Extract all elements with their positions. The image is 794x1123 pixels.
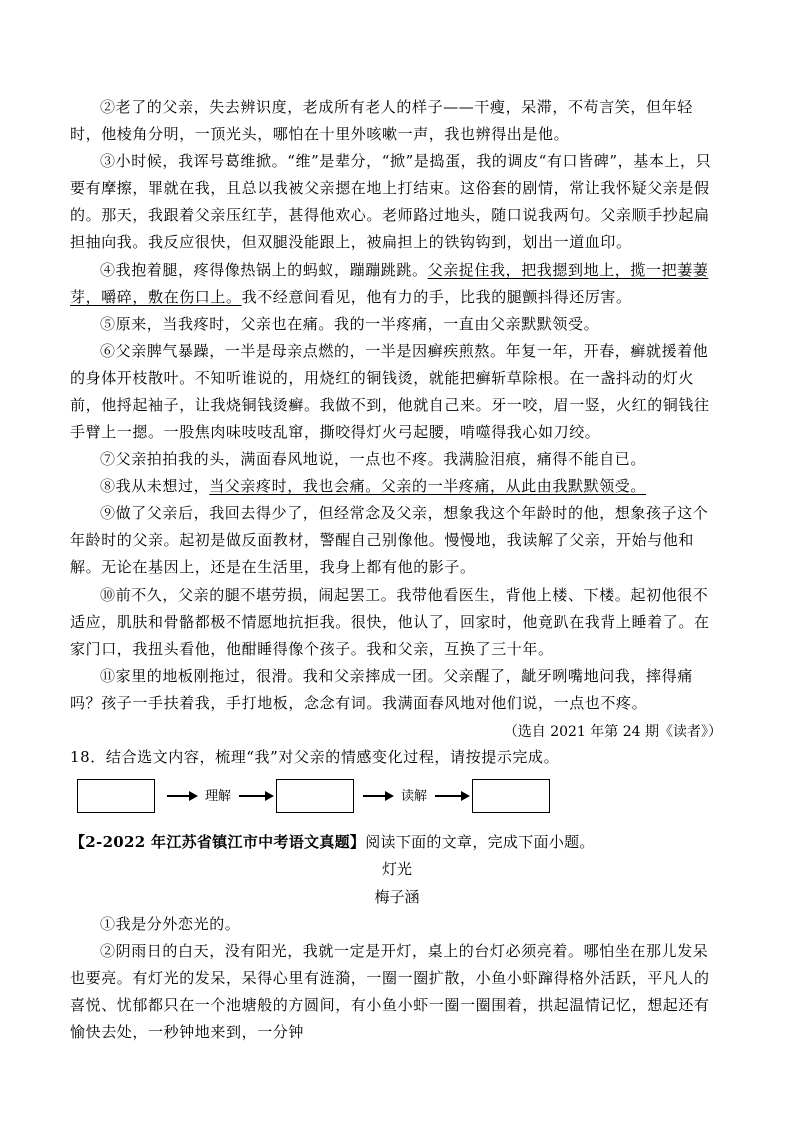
article2-paragraph-1 bbox=[70, 911, 722, 938]
underlined-text: 父亲捉住我，把我摁到地上，揽一把萋萋芽，嚼碎，敷在伤口上。 bbox=[70, 261, 709, 306]
paragraph-text: ③小时候，我诨号葛维掀。“维”是辈分，“掀”是捣蛋，我的调皮“有口皆碑”，基本上，只要有摩擦，罪就在我，且总以我被父亲摁在地上打结束。这俗套的剧情，常让我怀疑父亲是假的。那天，我跟着父亲压红芋，甚得他欢心。老师路过地头，随口说我两句。父亲顺手抄起扁担抽向我。我反应很快，但双腿没能跟上，被扁担上的铁钩钩到，划出一道血印。 bbox=[70, 152, 712, 251]
answer-box-3[interactable] bbox=[472, 779, 550, 813]
paragraph-text: ⑨做了父亲后，我回去得少了，但经常念及父亲，想象我这个年龄时的他，想象孩子这个年龄时的父亲。起初是做反面教材，警醒自己别像他。慢慢地，我读解了父亲，开始与他和解。无论在基因上，还是在生活里，我身上都有他的影子。 bbox=[70, 504, 709, 576]
section-header-instruction: 阅读下面的文章，完成下面小题。 bbox=[365, 833, 595, 851]
article-author: 梅子涵 bbox=[374, 888, 420, 906]
article2-paragraph-2 bbox=[70, 938, 722, 1046]
arrow-right-icon bbox=[363, 789, 395, 803]
paragraph-text: ⑧我从未想过， bbox=[100, 477, 210, 495]
section-header bbox=[70, 831, 595, 853]
arrow-right-icon bbox=[435, 789, 471, 803]
underlined-text: 当父亲疼时，我也会痛。父亲的一半疼痛，从此由我默默领受。 bbox=[209, 477, 647, 495]
paragraph-text: ②阴雨日的白天，没有阳光，我就一定是开灯，桌上的台灯必须亮着。哪怕坐在那儿发呆也要亮。有灯光的发呆，呆得心里有涟漪，一圈一圈扩散，小鱼小虾蹿得格外活跃，平凡人的喜悦、忧郁都只在一个池塘般的方圆间，有小鱼小虾一圈一圈围着，拱起温情记忆，想起还有愉快去处，一秒钟地来到，一分钟 bbox=[70, 942, 710, 1041]
question-18: 18．结合选文内容，梳理“我”对父亲的情感变化过程，请按提示完成。 bbox=[70, 748, 560, 766]
paragraph-text: ⑩前不久，父亲的腿不堪劳损，闹起罢工。我带他看医生，背他上楼、下楼。起初他很不适应，肌肤和骨骼都极不情愿地抗拒我。很快，他认了，回家时，他竟趴在我背上睡着了。在家门口，我扭头看他，他酣睡得像个孩子。我和父亲，互换了三十年。 bbox=[70, 586, 710, 658]
paragraph-text: ⑦父亲拍拍我的头，满面春风地说，一点也不疼。我满脸泪痕，痛得不能自已。 bbox=[100, 450, 647, 468]
paragraph-text: ⑤原来，当我疼时，父亲也在痛。我的一半疼痛，一直由父亲默默领受。 bbox=[100, 315, 600, 333]
source-citation: （选自 2021 年第 24 期《读者》） bbox=[503, 724, 722, 740]
paragraph-5 bbox=[70, 311, 722, 338]
article-title: 灯光 bbox=[381, 860, 412, 878]
arrow-right-icon bbox=[167, 789, 199, 803]
emotion-flow-diagram bbox=[77, 779, 557, 817]
paragraph-text: ②老了的父亲，失去辨识度，老成所有老人的样子——干瘦，呆滞，不苟言笑，但年轻时，他棱角分明，一顶光头，哪怕在十里外咳嗽一声，我也辨得出是他。 bbox=[70, 98, 693, 143]
step-label-interpret: 读解 bbox=[401, 789, 428, 804]
paragraph-text: ④我抱着腿，疼得像热锅上的蚂蚁，蹦蹦跳跳。 bbox=[100, 261, 428, 279]
paragraph-7 bbox=[70, 446, 722, 473]
paragraph-text: ⑪家里的地板刚拖过，很滑。我和父亲摔成一团。父亲醒了，龇牙咧嘴地问我，摔得痛吗？孩子一手扶着我，手打地板，念念有词。我满面春风地对他们说，一点也不疼。 bbox=[70, 667, 693, 712]
paragraph-10 bbox=[70, 582, 722, 663]
paragraph-6 bbox=[70, 338, 722, 446]
paragraph-8 bbox=[70, 473, 722, 500]
paragraph-text: ⑥父亲脾气暴躁，一半是母亲点燃的，一半是因癣疾煎熬。年复一年，开春，癣就援着他的身体开枝散叶。不知听谁说的，用烧红的铜钱烫，就能把癣斩草除根。在一盏抖动的灯火前，他捋起袖子，让我烧铜钱烫癣。我做不到，他就自己来。牙一咬，眉一竖，火红的铜钱往手臂上一摁。一股焦肉味吱吱乱窜，撕咬得灯火弓起腰，啃噬得我心如刀绞。 bbox=[70, 342, 710, 441]
paragraph-text: 我不经意间看见，他有力的手，比我的腿颤抖得还厉害。 bbox=[241, 288, 632, 306]
paragraph-3 bbox=[70, 148, 722, 256]
section-header-source: 【2-2022 年江苏省镇江市中考语文真题】 bbox=[70, 833, 366, 851]
paragraph-9 bbox=[70, 500, 722, 581]
paragraph-2 bbox=[70, 94, 722, 148]
step-label-understand: 理解 bbox=[205, 789, 232, 804]
answer-box-2[interactable] bbox=[276, 779, 354, 813]
paragraph-4 bbox=[70, 257, 722, 311]
answer-box-1[interactable] bbox=[77, 779, 155, 813]
paragraph-text: ①我是分外恋光的。 bbox=[100, 915, 241, 933]
arrow-right-icon bbox=[239, 789, 275, 803]
paragraph-11 bbox=[70, 663, 722, 717]
